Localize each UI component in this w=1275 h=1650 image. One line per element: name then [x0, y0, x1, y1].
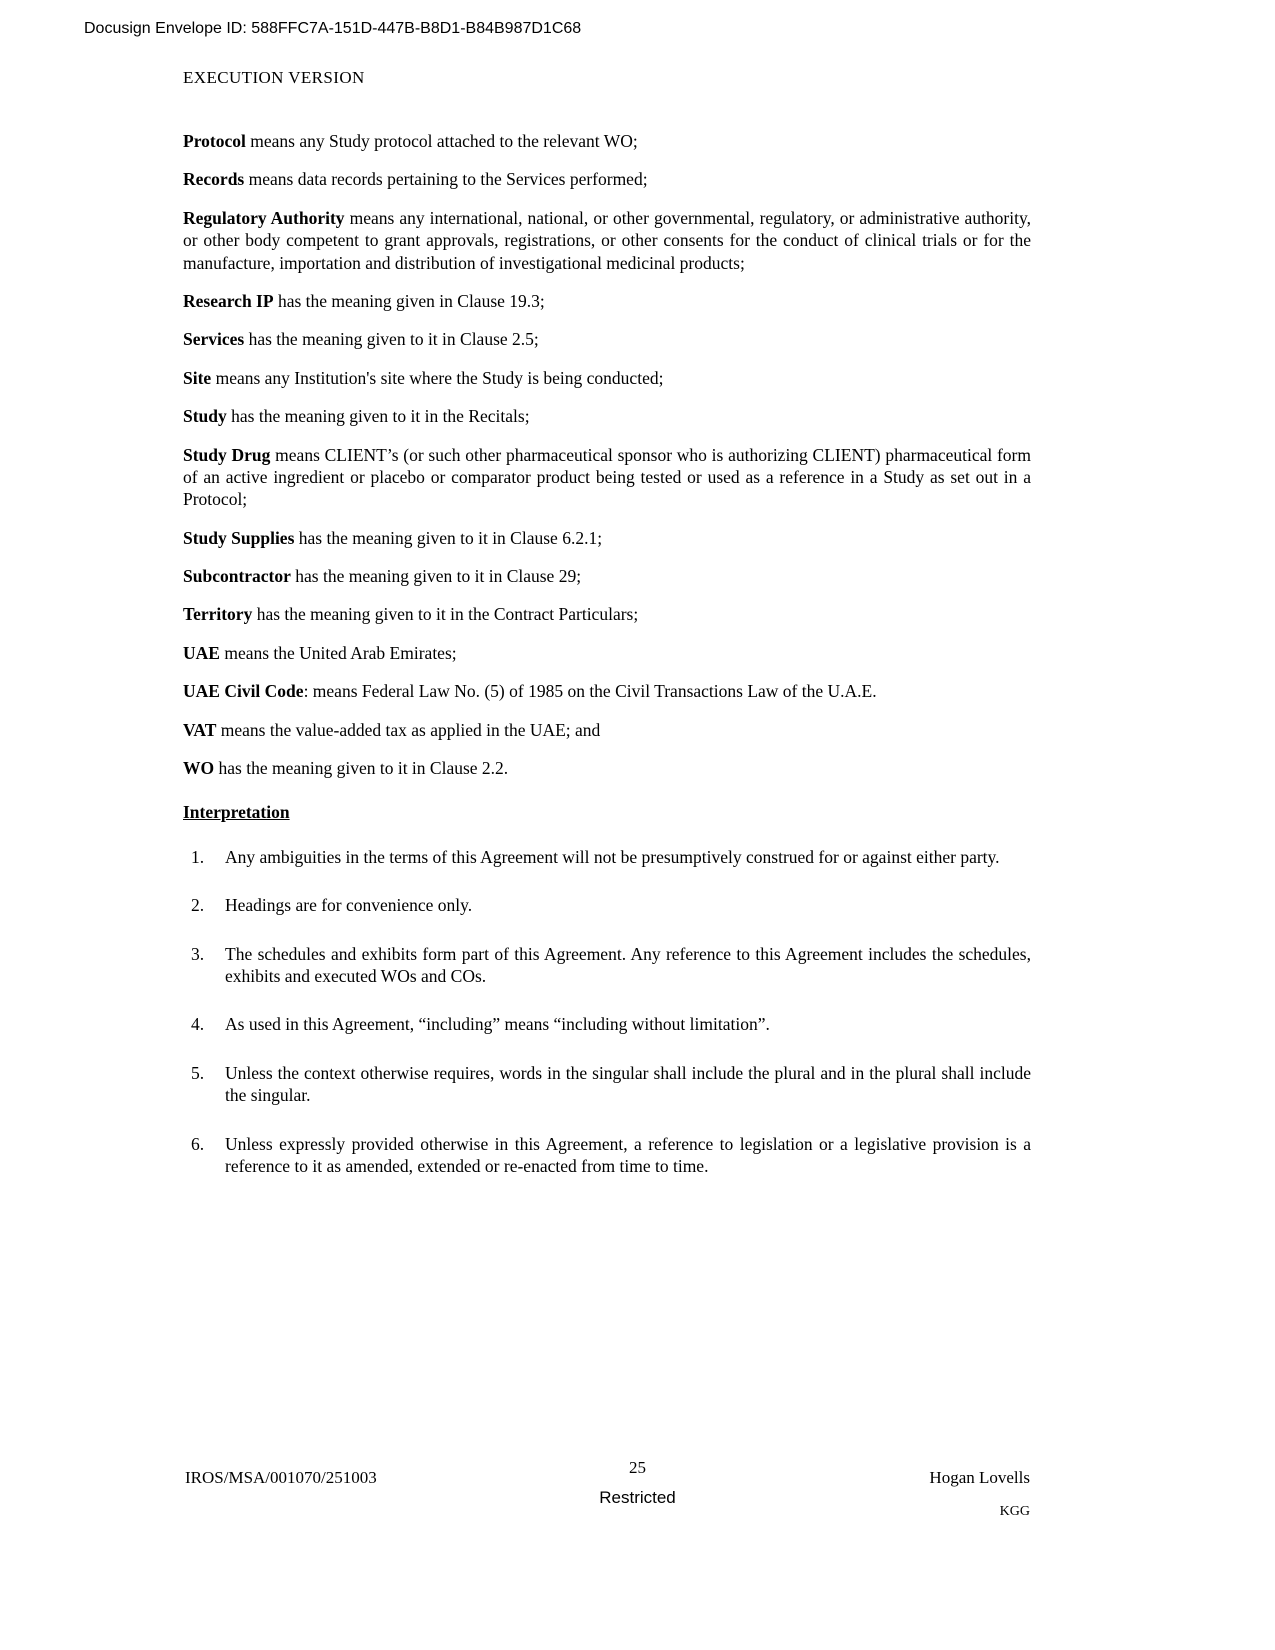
- item-number: 4.: [191, 1014, 205, 1035]
- definition-text: has the meaning given to it in the Recitals;: [226, 406, 530, 427]
- definition-term: Records: [183, 169, 245, 190]
- definition-text: has the meaning given to it in Clause 2.2.: [214, 758, 509, 779]
- definition-text: means the value-added tax as applied in the UAE; and: [216, 719, 601, 740]
- definition-text: means CLIENT’s (or such other pharmaceutical sponsor who is authorizing CLIENT) pharmaceutical form of an active ingredient or placebo or comparator product being tested or used as a reference in a Study as set out in a Protocol;: [183, 444, 1031, 510]
- footer-document-reference: IROS/MSA/001070/251003: [185, 1468, 377, 1487]
- definition-term: Site: [183, 367, 212, 388]
- footer-classification: Restricted: [599, 1488, 676, 1507]
- definition-text: has the meaning given to it in Clause 6.2.1;: [294, 527, 603, 548]
- definition-text: has the meaning given to it in Clause 2.5;: [244, 329, 539, 350]
- definition-term: Protocol: [183, 131, 246, 151]
- item-text: Headings are for convenience only.: [225, 895, 473, 916]
- item-number: 3.: [191, 943, 205, 964]
- interpretation-item-1: [183, 846, 1031, 868]
- item-number: 5.: [191, 1062, 205, 1083]
- footer-initials: KGG: [999, 1504, 1030, 1519]
- definition-regulatory-authority: [183, 207, 1031, 274]
- definition-text: has the meaning given to it in Clause 29;: [290, 566, 582, 587]
- interpretation-item-5: [183, 1062, 1031, 1107]
- definition-uae: [183, 642, 1031, 664]
- docusign-envelope-id: Docusign Envelope ID: 588FFC7A-151D-447B-B8D1-B84B987D1C68: [84, 20, 582, 37]
- definition-term: Regulatory Authority: [183, 207, 345, 228]
- definition-vat: [183, 719, 1031, 741]
- footer-firm-name: Hogan Lovells: [929, 1468, 1030, 1487]
- interpretation-item-2: [183, 894, 1031, 916]
- definition-territory: [183, 603, 1031, 625]
- definition-services: [183, 328, 1031, 350]
- definition-research-ip: [183, 290, 1031, 312]
- definition-study: [183, 405, 1031, 427]
- definition-term: Subcontractor: [183, 566, 291, 587]
- definition-text: has the meaning given in Clause 19.3;: [273, 290, 545, 311]
- definition-term: UAE Civil Code: [183, 681, 304, 702]
- footer-page-number: 25: [629, 1458, 646, 1477]
- document-body: [183, 130, 1031, 1203]
- definition-study-drug: [183, 444, 1031, 511]
- definition-protocol: [183, 130, 1031, 152]
- definition-term: Study Drug: [183, 444, 271, 465]
- definition-text: means any Institution's site where the Study is being conducted;: [211, 367, 664, 388]
- interpretation-item-6: [183, 1133, 1031, 1178]
- interpretation-item-3: [183, 943, 1031, 988]
- definition-term: VAT: [183, 719, 217, 740]
- definition-site: [183, 367, 1031, 389]
- definition-text: means any international, national, or other governmental, regulatory, or administrative authority, or other body competent to grant approvals, registrations, or other consents for the conduct of clinical trials or for the manufacture, importation and distribution of investigational medicinal products;: [183, 207, 1031, 273]
- definition-text: has the meaning given to it in the Contract Particulars;: [252, 604, 639, 625]
- definition-text: : means Federal Law No. (5) of 1985 on the Civil Transactions Law of the U.A.E.: [303, 681, 877, 702]
- execution-version-label: EXECUTION VERSION: [183, 68, 365, 87]
- definition-term: Research IP: [183, 290, 274, 311]
- definition-term: Services: [183, 329, 245, 350]
- definition-term: Study: [183, 406, 227, 427]
- item-text: Unless the context otherwise requires, words in the singular shall include the plural and in the plural shall include the singular.: [225, 1062, 1031, 1106]
- item-number: 1.: [191, 846, 205, 867]
- definition-term: UAE: [183, 642, 220, 663]
- definition-records: [183, 168, 1031, 190]
- definition-term: Territory: [183, 604, 253, 625]
- item-number: 6.: [191, 1133, 205, 1154]
- definition-wo: [183, 757, 1031, 779]
- definition-term: Study Supplies: [183, 527, 295, 548]
- definition-term: WO: [183, 758, 215, 779]
- item-number: 2.: [191, 895, 205, 916]
- definition-subcontractor: [183, 565, 1031, 587]
- definition-text: means the United Arab Emirates;: [219, 642, 457, 663]
- definition-text: means data records pertaining to the Services performed;: [244, 169, 648, 190]
- definition-study-supplies: [183, 527, 1031, 549]
- item-text: Any ambiguities in the terms of this Agreement will not be presumptively construed for or against either party.: [225, 846, 1000, 867]
- definition-uae-civil-code: [183, 680, 1031, 702]
- item-text: The schedules and exhibits form part of this Agreement. Any reference to this Agreement includes the schedules, exhibits and executed WOs and COs.: [225, 943, 1031, 986]
- interpretation-item-4: [183, 1013, 1031, 1035]
- item-text: Unless expressly provided otherwise in this Agreement, a reference to legislation or a legislative provision is a reference to it as amended, extended or re-enacted from time to time.: [225, 1133, 1031, 1176]
- interpretation-heading: Interpretation: [183, 802, 290, 823]
- definition-text: means any Study protocol attached to the relevant WO;: [245, 131, 638, 151]
- item-text: As used in this Agreement, “including” means “including without limitation”.: [225, 1014, 770, 1035]
